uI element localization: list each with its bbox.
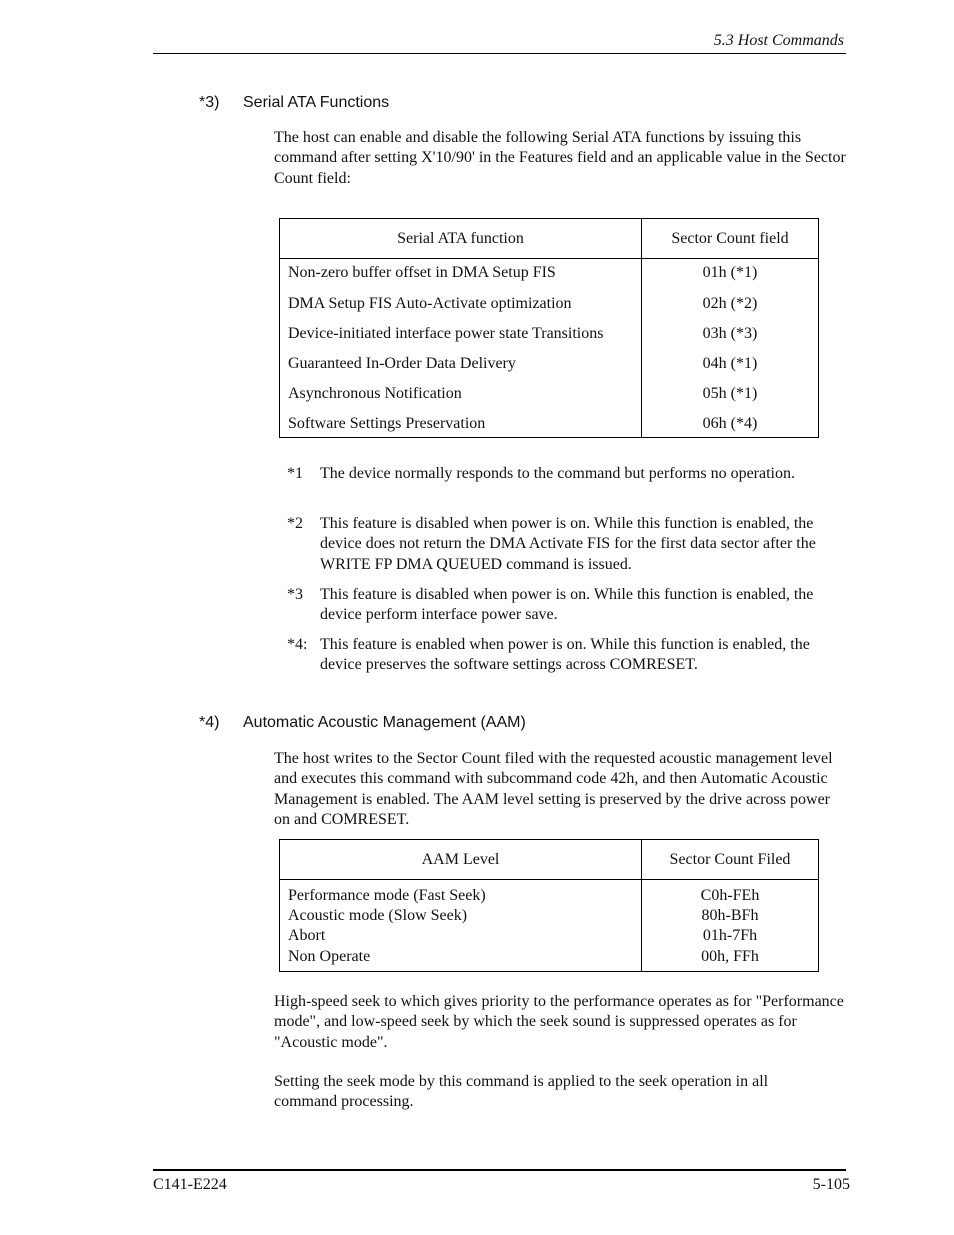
- section4-paragraph-1: High-speed seek to which gives priority to the performance operates as for "Performance mode", and low-speed seek by which the seek sound is suppressed operates as for "Acoustic mode".: [274, 993, 844, 1051]
- function-cell: Device-initiated interface power state Transitions: [288, 324, 604, 342]
- serial-ata-table: [279, 218, 819, 438]
- table-row: [280, 880, 819, 907]
- function-cell: Non-zero buffer offset in DMA Setup FIS: [288, 264, 556, 281]
- table-header-row: [280, 219, 819, 259]
- table-row: [280, 385, 819, 415]
- section4-paragraph-2: Setting the seek mode by this command is applied to the seek operation in all command processing.: [274, 1073, 769, 1111]
- level-cell: Abort: [288, 927, 326, 944]
- page-number: 5-105: [812, 1176, 850, 1193]
- section-title: Serial ATA Functions: [243, 94, 390, 111]
- value-cell: 05h (*1): [642, 385, 819, 415]
- table-row: [280, 947, 819, 971]
- table-row: [280, 259, 819, 295]
- value-cell: 02h (*2): [642, 295, 819, 325]
- section-number: *3): [199, 94, 220, 111]
- level-cell: Non Operate: [288, 948, 371, 965]
- value-cell: 01h-7Fh: [642, 926, 819, 947]
- value-cell: 00h, FFh: [642, 947, 819, 971]
- footnote-text: This feature is enabled when power is on. While this function is enabled, the device preserves the software settings across COMRESET.: [320, 636, 810, 674]
- level-cell: Acoustic mode (Slow Seek): [288, 907, 468, 924]
- function-cell: Software Settings Preservation: [288, 414, 486, 432]
- value-cell: 03h (*3): [642, 325, 819, 355]
- section-heading-3: [199, 94, 799, 114]
- table-row: [280, 415, 819, 438]
- footnote-text: This feature is disabled when power is on. While this function is enabled, the device perform interface power save.: [320, 586, 814, 624]
- table-row: [280, 295, 819, 325]
- footnote-text: The device normally responds to the command but performs no operation.: [320, 465, 795, 482]
- value-cell: 80h-BFh: [642, 906, 819, 926]
- footnote-key: *1: [287, 465, 303, 482]
- section3-intro: The host can enable and disable the following Serial ATA functions by issuing this command after setting X'10/90' in the Features field and an applicable value in the Sector Count field:: [274, 129, 846, 187]
- function-cell: Asynchronous Notification: [288, 384, 462, 402]
- section-number: *4): [199, 714, 220, 731]
- footer-rule: [153, 1169, 846, 1171]
- footnote-text: This feature is disabled when power is on. While this function is enabled, the device does not return the DMA Activate FIS for the first data sector after the WRITE FP DMA QUEUED command is issued.: [320, 515, 816, 573]
- running-header: 5.3 Host Commands: [713, 32, 844, 49]
- table-header-row: [280, 840, 819, 880]
- footnote-key: *2: [287, 515, 303, 532]
- footnote: [287, 514, 817, 575]
- footnote-key: *3: [287, 586, 303, 603]
- column-header: Sector Count Filed: [642, 840, 819, 880]
- level-cell: Performance mode (Fast Seek): [288, 887, 486, 904]
- aam-table: [279, 839, 819, 972]
- function-cell: DMA Setup FIS Auto-Activate optimization: [288, 294, 572, 312]
- column-header: Serial ATA function: [280, 219, 642, 259]
- section4-intro: The host writes to the Sector Count filed with the requested acoustic management level and executes this command with subcommand code 42h, and then Automatic Acoustic Management is enabled. The AAM level setting is preserved by the drive across power on and COMRESET.: [274, 750, 833, 829]
- value-cell: 06h (*4): [642, 415, 819, 438]
- section-title: Automatic Acoustic Management (AAM): [243, 714, 526, 731]
- value-cell: 04h (*1): [642, 355, 819, 385]
- table-row: [280, 906, 819, 926]
- column-header: Sector Count field: [642, 219, 819, 259]
- table-row: [280, 355, 819, 385]
- document-id: C141-E224: [153, 1176, 227, 1193]
- function-cell: Guaranteed In-Order Data Delivery: [288, 354, 516, 372]
- footnote: [287, 635, 847, 676]
- column-header: AAM Level: [280, 840, 642, 880]
- table-row: [280, 325, 819, 355]
- section-heading-4: [199, 714, 799, 734]
- header-rule: [153, 53, 846, 54]
- value-cell: 01h (*1): [642, 259, 819, 295]
- footnote-key: *4:: [287, 636, 308, 653]
- table-row: [280, 926, 819, 947]
- footnote: [287, 464, 847, 484]
- value-cell: C0h-FEh: [642, 880, 819, 907]
- footnote: [287, 585, 847, 626]
